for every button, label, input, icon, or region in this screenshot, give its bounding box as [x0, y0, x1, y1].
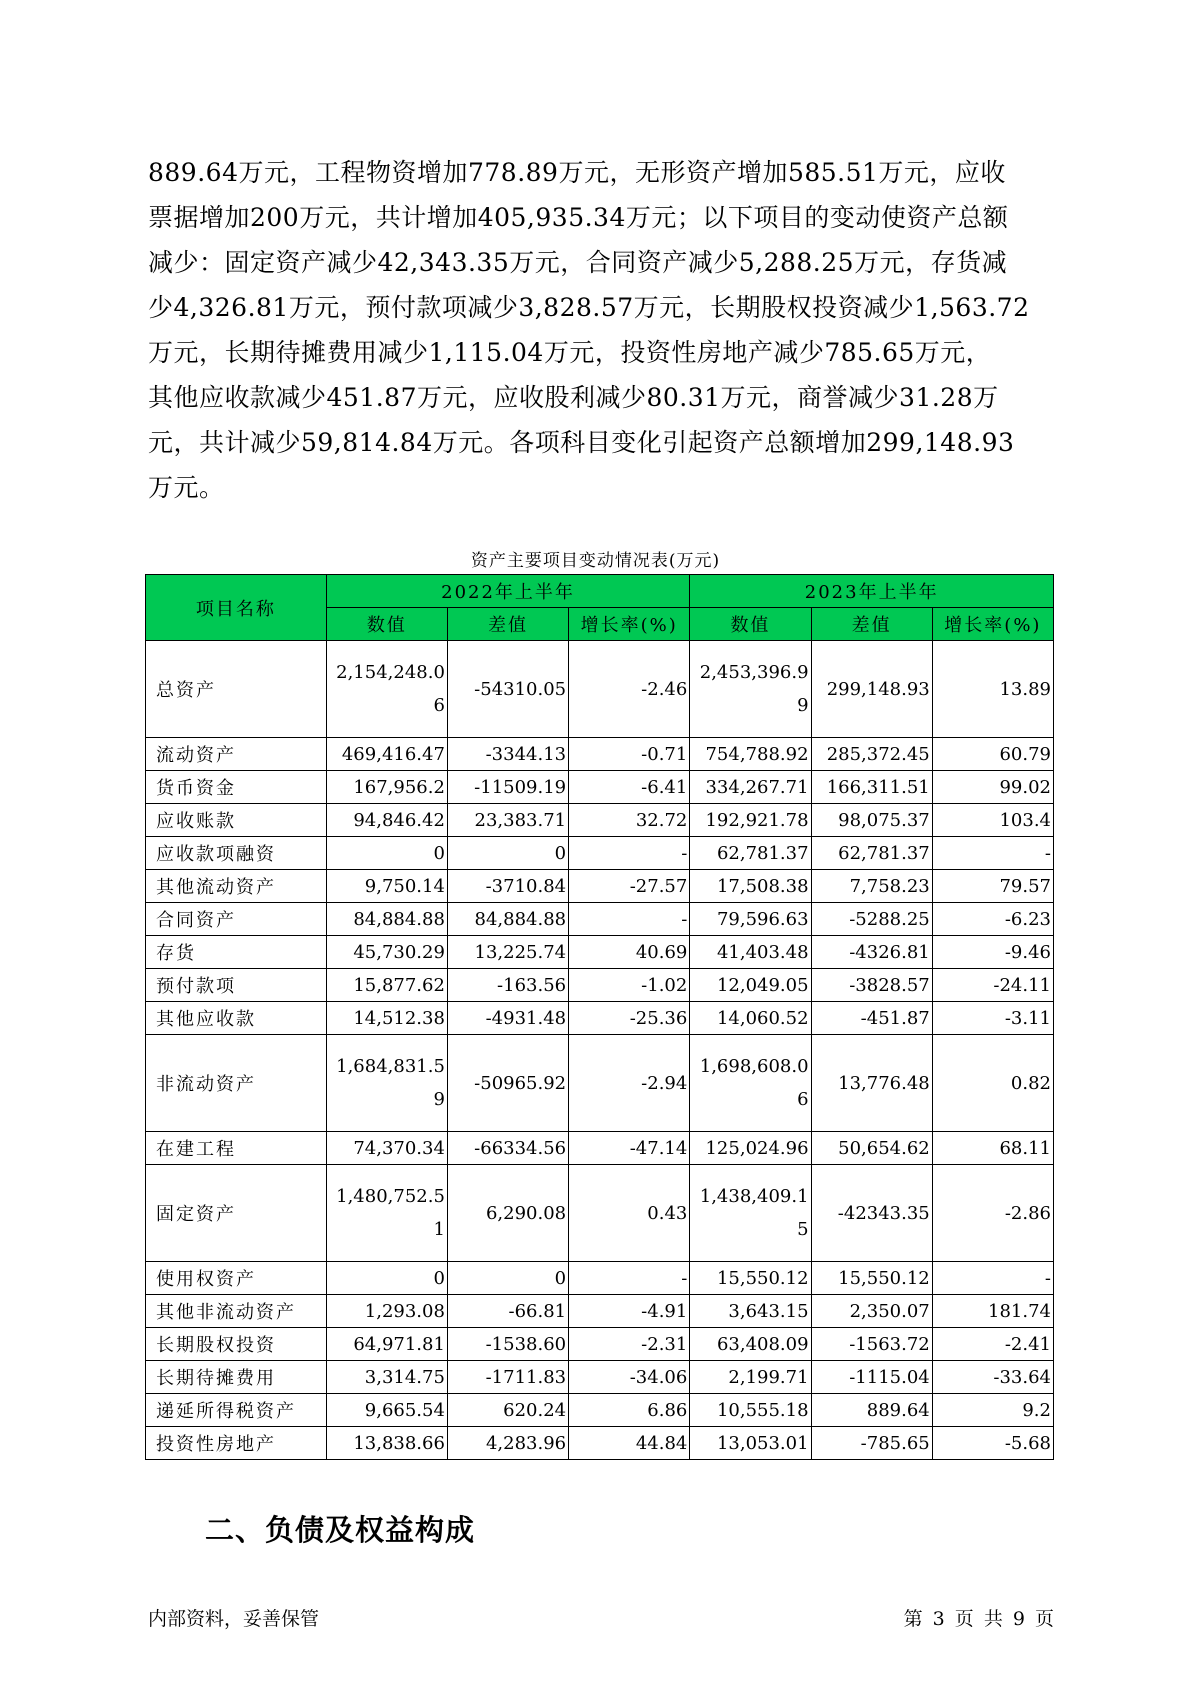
row-label-cell: 在建工程: [146, 1132, 327, 1165]
value-cell: 98,075.37: [811, 804, 932, 837]
table-row: [146, 641, 1054, 738]
row-label-cell: 长期股权投资: [146, 1328, 327, 1361]
value-cell: 7,758.23: [811, 870, 932, 903]
value-cell: 68.11: [932, 1132, 1053, 1165]
value-cell: -4931.48: [447, 1002, 568, 1035]
paragraph-line: 少4,326.81万元，预付款项减少3,828.57万元，长期股权投资减少1,563.72: [148, 293, 1030, 322]
period-header-2023: 2023年上半年: [690, 575, 1054, 608]
paragraph-line: 其他应收款减少451.87万元，应收股利减少80.31万元，商誉减少31.28万: [148, 383, 999, 412]
row-label-cell: 总资产: [146, 641, 327, 738]
value-cell: -3828.57: [811, 969, 932, 1002]
value-cell: 2,154,248.06: [326, 641, 447, 738]
value-cell: 3,643.15: [690, 1295, 811, 1328]
value-cell: -34.06: [569, 1361, 690, 1394]
row-label-cell: 应收账款: [146, 804, 327, 837]
value-cell: -6.23: [932, 903, 1053, 936]
value-cell: -0.71: [569, 738, 690, 771]
value-cell: -54310.05: [447, 641, 568, 738]
paragraph-line: 万元。: [148, 473, 225, 502]
section-heading: 二、负债及权益构成: [205, 1513, 476, 1547]
value-cell: 1,698,608.06: [690, 1035, 811, 1132]
value-cell: -1115.04: [811, 1361, 932, 1394]
table-row: [146, 1394, 1054, 1427]
value-cell: -2.86: [932, 1165, 1053, 1262]
value-cell: 1,684,831.59: [326, 1035, 447, 1132]
table-row: [146, 969, 1054, 1002]
paragraph-line: 票据增加200万元，共计增加405,935.34万元；以下项目的变动使资产总额: [148, 203, 1009, 232]
value-cell: 2,453,396.99: [690, 641, 811, 738]
value-cell: 192,921.78: [690, 804, 811, 837]
value-cell: 9,750.14: [326, 870, 447, 903]
table-row: [146, 1262, 1054, 1295]
row-label-cell: 存货: [146, 936, 327, 969]
row-label-cell: 递延所得税资产: [146, 1394, 327, 1427]
value-cell: -50965.92: [447, 1035, 568, 1132]
value-cell: 2,199.71: [690, 1361, 811, 1394]
row-label-cell: 其他流动资产: [146, 870, 327, 903]
value-cell: -: [569, 837, 690, 870]
value-cell: 41,403.48: [690, 936, 811, 969]
sub-header-value: 数值: [326, 608, 447, 641]
paragraph-line: 889.64万元，工程物资增加778.89万元，无形资产增加585.51万元，应收: [148, 158, 1006, 187]
value-cell: 60.79: [932, 738, 1053, 771]
row-label-cell: 固定资产: [146, 1165, 327, 1262]
value-cell: 167,956.2: [326, 771, 447, 804]
value-cell: -5288.25: [811, 903, 932, 936]
column-header-name: 项目名称: [146, 575, 327, 641]
value-cell: 79.57: [932, 870, 1053, 903]
value-cell: 2,350.07: [811, 1295, 932, 1328]
value-cell: 1,438,409.15: [690, 1165, 811, 1262]
value-cell: -2.31: [569, 1328, 690, 1361]
value-cell: -6.41: [569, 771, 690, 804]
value-cell: 14,060.52: [690, 1002, 811, 1035]
value-cell: 0: [447, 1262, 568, 1295]
value-cell: 1,293.08: [326, 1295, 447, 1328]
table-row: [146, 837, 1054, 870]
value-cell: 23,383.71: [447, 804, 568, 837]
table-row: [146, 1361, 1054, 1394]
value-cell: -3.11: [932, 1002, 1053, 1035]
value-cell: 469,416.47: [326, 738, 447, 771]
value-cell: -: [569, 1262, 690, 1295]
value-cell: -11509.19: [447, 771, 568, 804]
value-cell: 62,781.37: [690, 837, 811, 870]
value-cell: -4326.81: [811, 936, 932, 969]
table-row: [146, 870, 1054, 903]
value-cell: 15,877.62: [326, 969, 447, 1002]
table-row: [146, 1328, 1054, 1361]
value-cell: 74,370.34: [326, 1132, 447, 1165]
value-cell: 44.84: [569, 1427, 690, 1460]
value-cell: 9.2: [932, 1394, 1053, 1427]
value-cell: 6.86: [569, 1394, 690, 1427]
body-paragraph: [148, 150, 1048, 510]
value-cell: 13,225.74: [447, 936, 568, 969]
value-cell: 620.24: [447, 1394, 568, 1427]
row-label-cell: 应收款项融资: [146, 837, 327, 870]
value-cell: 334,267.71: [690, 771, 811, 804]
value-cell: -66.81: [447, 1295, 568, 1328]
table-row: [146, 1165, 1054, 1262]
table-row: [146, 738, 1054, 771]
table-row: [146, 1132, 1054, 1165]
value-cell: 32.72: [569, 804, 690, 837]
value-cell: -66334.56: [447, 1132, 568, 1165]
table-row: [146, 936, 1054, 969]
table-row: [146, 804, 1054, 837]
value-cell: 84,884.88: [447, 903, 568, 936]
value-cell: 181.74: [932, 1295, 1053, 1328]
value-cell: -1538.60: [447, 1328, 568, 1361]
value-cell: 0: [326, 1262, 447, 1295]
row-label-cell: 流动资产: [146, 738, 327, 771]
table-row: [146, 771, 1054, 804]
sub-header-growth: 增长率(%): [932, 608, 1053, 641]
value-cell: -2.94: [569, 1035, 690, 1132]
value-cell: 99.02: [932, 771, 1053, 804]
value-cell: 64,971.81: [326, 1328, 447, 1361]
value-cell: 10,555.18: [690, 1394, 811, 1427]
value-cell: -: [569, 903, 690, 936]
table-body: [146, 641, 1054, 1460]
value-cell: 0: [326, 837, 447, 870]
value-cell: 79,596.63: [690, 903, 811, 936]
value-cell: 50,654.62: [811, 1132, 932, 1165]
paragraph-line: 元，共计减少59,814.84万元。各项科目变化引起资产总额增加299,148.93: [148, 428, 1015, 457]
value-cell: 94,846.42: [326, 804, 447, 837]
value-cell: -24.11: [932, 969, 1053, 1002]
sub-header-growth: 增长率(%): [569, 608, 690, 641]
row-label-cell: 长期待摊费用: [146, 1361, 327, 1394]
value-cell: 13.89: [932, 641, 1053, 738]
value-cell: 84,884.88: [326, 903, 447, 936]
value-cell: -42343.35: [811, 1165, 932, 1262]
value-cell: -33.64: [932, 1361, 1053, 1394]
value-cell: -451.87: [811, 1002, 932, 1035]
value-cell: 125,024.96: [690, 1132, 811, 1165]
value-cell: 17,508.38: [690, 870, 811, 903]
sub-header-value: 数值: [690, 608, 811, 641]
value-cell: 62,781.37: [811, 837, 932, 870]
value-cell: 13,838.66: [326, 1427, 447, 1460]
asset-change-table: [145, 574, 1054, 1460]
value-cell: 6,290.08: [447, 1165, 568, 1262]
value-cell: 0.43: [569, 1165, 690, 1262]
footer-confidential: 内部资料，妥善保管: [148, 1608, 320, 1630]
value-cell: 63,408.09: [690, 1328, 811, 1361]
value-cell: 103.4: [932, 804, 1053, 837]
value-cell: 166,311.51: [811, 771, 932, 804]
value-cell: 285,372.45: [811, 738, 932, 771]
row-label-cell: 其他非流动资产: [146, 1295, 327, 1328]
value-cell: -1563.72: [811, 1328, 932, 1361]
value-cell: 14,512.38: [326, 1002, 447, 1035]
table-caption: 资产主要项目变动情况表(万元): [470, 551, 721, 571]
table-row: [146, 1295, 1054, 1328]
value-cell: -9.46: [932, 936, 1053, 969]
value-cell: 0.82: [932, 1035, 1053, 1132]
row-label-cell: 预付款项: [146, 969, 327, 1002]
value-cell: -4.91: [569, 1295, 690, 1328]
value-cell: -2.46: [569, 641, 690, 738]
sub-header-diff: 差值: [811, 608, 932, 641]
table-row: [146, 1035, 1054, 1132]
value-cell: -785.65: [811, 1427, 932, 1460]
value-cell: 9,665.54: [326, 1394, 447, 1427]
value-cell: -3710.84: [447, 870, 568, 903]
row-label-cell: 货币资金: [146, 771, 327, 804]
row-label-cell: 使用权资产: [146, 1262, 327, 1295]
value-cell: 13,053.01: [690, 1427, 811, 1460]
value-cell: -1.02: [569, 969, 690, 1002]
value-cell: -25.36: [569, 1002, 690, 1035]
row-label-cell: 非流动资产: [146, 1035, 327, 1132]
value-cell: 15,550.12: [811, 1262, 932, 1295]
period-header-2022: 2022年上半年: [326, 575, 690, 608]
value-cell: 15,550.12: [690, 1262, 811, 1295]
value-cell: 3,314.75: [326, 1361, 447, 1394]
value-cell: 40.69: [569, 936, 690, 969]
value-cell: -5.68: [932, 1427, 1053, 1460]
value-cell: -: [932, 1262, 1053, 1295]
value-cell: -163.56: [447, 969, 568, 1002]
table-row: [146, 1427, 1054, 1460]
value-cell: 12,049.05: [690, 969, 811, 1002]
footer-page-number: 第 3 页 共 9 页: [903, 1608, 1054, 1630]
sub-header-diff: 差值: [447, 608, 568, 641]
value-cell: 0: [447, 837, 568, 870]
value-cell: -3344.13: [447, 738, 568, 771]
row-label-cell: 其他应收款: [146, 1002, 327, 1035]
table-row: [146, 1002, 1054, 1035]
paragraph-line: 万元，长期待摊费用减少1,115.04万元，投资性房地产减少785.65万元，: [148, 338, 992, 367]
value-cell: 45,730.29: [326, 936, 447, 969]
value-cell: -1711.83: [447, 1361, 568, 1394]
value-cell: 889.64: [811, 1394, 932, 1427]
value-cell: 13,776.48: [811, 1035, 932, 1132]
row-label-cell: 合同资产: [146, 903, 327, 936]
value-cell: -2.41: [932, 1328, 1053, 1361]
value-cell: -47.14: [569, 1132, 690, 1165]
value-cell: -27.57: [569, 870, 690, 903]
value-cell: 754,788.92: [690, 738, 811, 771]
value-cell: -: [932, 837, 1053, 870]
value-cell: 1,480,752.51: [326, 1165, 447, 1262]
table-row: [146, 903, 1054, 936]
paragraph-line: 减少：固定资产减少42,343.35万元，合同资产减少5,288.25万元，存货减: [148, 248, 1008, 277]
value-cell: 299,148.93: [811, 641, 932, 738]
row-label-cell: 投资性房地产: [146, 1427, 327, 1460]
value-cell: 4,283.96: [447, 1427, 568, 1460]
